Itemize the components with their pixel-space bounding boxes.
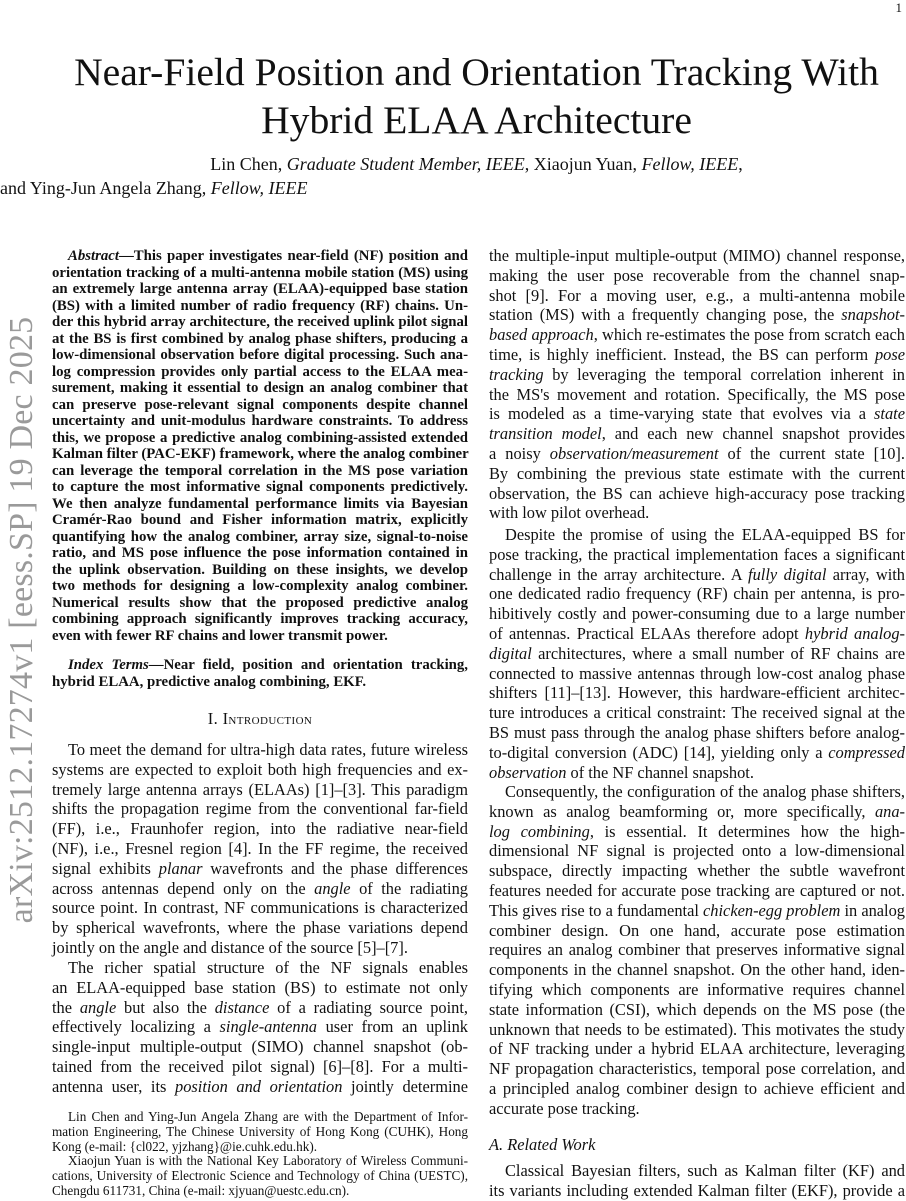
text-line: ratio, and MS pose influence the pose information contained in: [52, 545, 468, 561]
text-line: We then analyze fundamental performance limits via Bayesian: [52, 495, 468, 512]
text-line: antenna user, its position and orientation jointly determine: [52, 1076, 468, 1096]
text-line: hibitively costly and power-consuming due to a large number: [489, 604, 905, 624]
text-line: and Ying-Jun Angela Zhang, Fellow, IEEE: [0, 178, 308, 198]
index-terms: [52, 657, 468, 690]
text-line: (NF), i.e., Fresnel region [4]. In the FF regime, the received: [52, 838, 468, 858]
text-line: log combining, is essential. It determines how the high-: [489, 821, 905, 841]
subsection-heading-related-work: A. Related Work: [489, 1135, 596, 1154]
text-line: with low pilot overhead.: [489, 503, 650, 523]
text-line: uncertainty and unit-modulus hardware constraints. To address: [52, 413, 468, 429]
text-line: digital architectures, where a small number of RF chains are: [489, 643, 905, 663]
text-line: Cramér-Rao bound and Fisher information matrix, explicitly: [52, 512, 468, 528]
text-line: the MS's movement and rotation. Specifically, the MS pose: [489, 384, 905, 404]
text-line: mation Engineering, The Chinese University of Hong Kong (CUHK), Hong: [52, 1123, 468, 1139]
text-line: single-input multiple-output (SIMO) channel snapshot (ob-: [52, 1037, 468, 1057]
footnote-affiliation-1: [52, 1110, 468, 1154]
author-list: [0, 152, 906, 200]
arxiv-identifier-stamp: arXiv:2512.17274v1 [eess.SP] 19 Dec 2025: [3, 316, 40, 924]
text-line: time, is highly inefficient. Instead, the BS can perform pose: [489, 344, 905, 364]
text-line: cations, University of Electronic Science and Technology of China (UESTC),: [52, 1168, 468, 1184]
text-line: at the BS is first combined by analog phase shifters, producing a: [52, 330, 468, 347]
text-line: its variants including extended Kalman filter (EKF), provide a: [489, 1180, 905, 1200]
text-line: NF propagation characteristics, temporal pose correlation, and: [489, 1059, 905, 1079]
text-line: signal exhibits planar wavefronts and the phase differences: [52, 858, 469, 878]
intro-paragraph-4: [489, 782, 905, 1119]
text-line: Chengdu 611731, China (e-mail: xjyuan@uestc.edu.cn).: [52, 1182, 350, 1198]
text-line: orientation tracking of a multi-antenna mobile station (MS) using: [52, 264, 468, 281]
text-line: by spherical wavefronts, where the phase variations depend: [52, 918, 468, 938]
abstract: [52, 248, 468, 644]
text-line: two methods for designing a low-complexity analog combiner.: [52, 578, 468, 594]
text-line: even with fewer RF chains and lower transmit power.: [52, 627, 388, 644]
text-line: to-digital conversion (ADC) [14], yielding only a compressed: [489, 742, 905, 762]
text-line: shifters [11]–[13]. However, this hardware-efficient architec-: [489, 683, 905, 703]
text-line: BS must pass through the analog phase shifters before analog-: [489, 722, 905, 742]
text-line: the angle but also the distance of a radiating source point,: [52, 997, 469, 1017]
intro-paragraph-2-continued: [489, 246, 905, 523]
paper-title: [0, 48, 906, 144]
text-line: shot [9]. For a moving user, e.g., a multi-antenna mobile: [489, 285, 905, 305]
text-line: across antennas depend only on the angle of the radiating: [52, 878, 468, 898]
text-line: tained from the received pilot signal) [6]–[8]. For a multi-: [52, 1056, 468, 1076]
text-line: dimensional NF signal is projected onto a low-dimensional: [489, 841, 905, 861]
text-line: By combining the previous state estimate with the current: [489, 463, 905, 483]
intro-paragraph-2: [52, 958, 468, 1097]
text-line: one dedicated radio frequency (RF) chain per antenna, is pro-: [489, 584, 905, 604]
text-line: der this hybrid array architecture, the received uplink pilot signal: [52, 314, 468, 330]
text-line: requires an analog combiner that preserves informative signal: [489, 940, 905, 960]
text-line: hybrid ELAA, predictive analog combining, EKF.: [52, 673, 367, 690]
intro-paragraph-1: [52, 740, 468, 958]
text-line: the uplink observation. Building on these insights, we develop: [52, 561, 468, 578]
text-line: surement, making it essential to design an analog combiner that: [52, 380, 468, 396]
intro-paragraph-3: [489, 525, 905, 782]
text-line: can leverage the temporal correlation in the MS pose variation: [52, 462, 468, 479]
text-line: can preserve pose-relevant signal components despite channel: [52, 396, 468, 413]
text-line: an ELAA-equipped base station (BS) to estimate not only: [52, 977, 468, 997]
footnote-affiliation-2: [52, 1154, 468, 1198]
text-line: pose tracking, the practical implementation faces a significant: [489, 544, 905, 564]
text-line: of antennas. Practical ELAAs therefore adopt hybrid analog-: [489, 623, 905, 643]
text-line: the multiple-input multiple-output (MIMO) channel response,: [489, 246, 905, 265]
text-line: a noisy observation/measurement of the current state [10].: [489, 443, 905, 463]
text-line: accurate pose tracking.: [489, 1098, 640, 1118]
text-line: source point. In contrast, NF communications is characterized: [52, 898, 468, 918]
text-line: effectively localizing a single-antenna user from an uplink: [52, 1017, 468, 1037]
text-line: an extremely large antenna array (ELAA)-equipped base station: [52, 281, 468, 297]
section-heading-introduction: I. Introduction: [207, 709, 313, 728]
page-number: 1: [895, 0, 902, 15]
text-line: Despite the promise of using the ELAA-equipped BS for: [505, 525, 905, 544]
text-line: Kalman filter (PAC-EKF) framework, where the analog combiner: [52, 446, 469, 462]
text-line: based approach, which re-estimates the pose from scratch each: [489, 325, 905, 345]
text-line: transition model, and each new channel snapshot provides: [489, 424, 905, 444]
text-line: combining approach significantly improves tracking accuracy,: [52, 611, 468, 627]
text-line: of NF tracking under a hybrid ELAA architecture, leveraging: [489, 1039, 905, 1059]
text-line: observation, the BS can achieve high-accuracy pose tracking: [489, 483, 905, 503]
text-line: components in the channel snapshot. On the other hand, iden-: [489, 960, 905, 980]
text-line: systems are expected to exploit both high frequencies and ex-: [52, 759, 468, 779]
text-line: Numerical results show that the proposed predictive analog: [52, 594, 468, 611]
text-line: features needed for accurate pose tracking are captured or not.: [489, 880, 905, 900]
text-line: Index Terms—Near field, position and orientation tracking,: [68, 657, 469, 673]
text-line: Consequently, the configuration of the analog phase shifters,: [505, 782, 905, 801]
text-line: known as analog beamforming or, more specifically, ana-: [489, 801, 905, 821]
text-line: low-dimensional observation before digital processing. Such ana-: [52, 347, 468, 363]
text-line: connected to massive antennas through low-cost analog phase: [489, 663, 905, 683]
text-line: quantifying how the analog combiner, array size, signal-to-noise: [52, 528, 468, 545]
text-line: Lin Chen, Graduate Student Member, IEEE, Xiaojun Yuan, Fellow, IEEE,: [210, 154, 743, 174]
text-line: Classical Bayesian filters, such as Kalman filter (KF) and: [505, 1161, 905, 1180]
text-line: Lin Chen and Ying-Jun Angela Zhang are with the Department of Infor-: [68, 1109, 468, 1124]
text-line: challenge in the array architecture. A fully digital array, with: [489, 564, 905, 584]
text-line: is modeled as a time-varying state that evolves via a state: [489, 404, 905, 424]
text-line: tracking by leveraging the temporal correlation inherent in: [489, 364, 905, 384]
text-line: jointly on the angle and distance of the source [5]–[7].: [52, 937, 408, 957]
text-line: state information (CSI), which depends on the MS pose (the: [489, 999, 905, 1019]
text-line: making the user pose recoverable from the channel snap-: [489, 265, 905, 285]
title-line-1: Near-Field Position and Orientation Tracking With: [74, 50, 879, 94]
text-line: this, we propose a predictive analog combining-assisted extended: [52, 429, 468, 446]
text-line: log compression provides only partial access to the ELAA mea-: [52, 363, 468, 380]
title-line-2: Hybrid ELAA Architecture: [261, 98, 692, 142]
text-line: observation of the NF channel snapshot.: [489, 762, 754, 782]
text-line: combiner design. On one hand, accurate pose estimation: [489, 920, 905, 940]
text-line: tremely large antenna arrays (ELAAs) [1]–[3]. This paradigm: [52, 779, 468, 799]
text-line: to capture the most informative signal components predictively.: [52, 479, 468, 495]
text-line: subspace, directly impacting whether the subtle wavefront: [489, 861, 905, 881]
text-line: This gives rise to a fundamental chicken-egg problem in analog: [489, 900, 906, 920]
text-line: shifts the propagation regime from the conventional far-field: [52, 799, 468, 819]
text-line: (FF), i.e., Fraunhofer region, into the radiative near-field: [52, 819, 468, 839]
text-line: ture introduces a critical constraint: The received signal at the: [489, 703, 905, 723]
text-line: To meet the demand for ultra-high data rates, future wireless: [68, 740, 468, 759]
text-line: station (MS) with a frequently changing pose, the snapshot-: [489, 305, 905, 325]
text-line: (BS) with a limited number of radio frequency (RF) chains. Un-: [52, 297, 468, 314]
text-line: tifying which components are informative requires channel: [489, 979, 905, 999]
text-line: unknown that needs to be estimated). This motivates the study: [489, 1019, 905, 1039]
related-work-paragraph: [489, 1161, 905, 1201]
text-line: Abstract—This paper investigates near-field (NF) position and: [68, 248, 468, 264]
text-line: a principled analog combiner design to achieve efficient and: [489, 1078, 905, 1098]
text-line: The richer spatial structure of the NF signals enables: [68, 958, 468, 977]
text-line: Xiaojun Yuan is with the National Key Laboratory of Wireless Communi-: [68, 1153, 468, 1169]
text-line: Kong (e-mail: {cl022, yjzhang}@ie.cuhk.edu.hk).: [52, 1138, 318, 1154]
